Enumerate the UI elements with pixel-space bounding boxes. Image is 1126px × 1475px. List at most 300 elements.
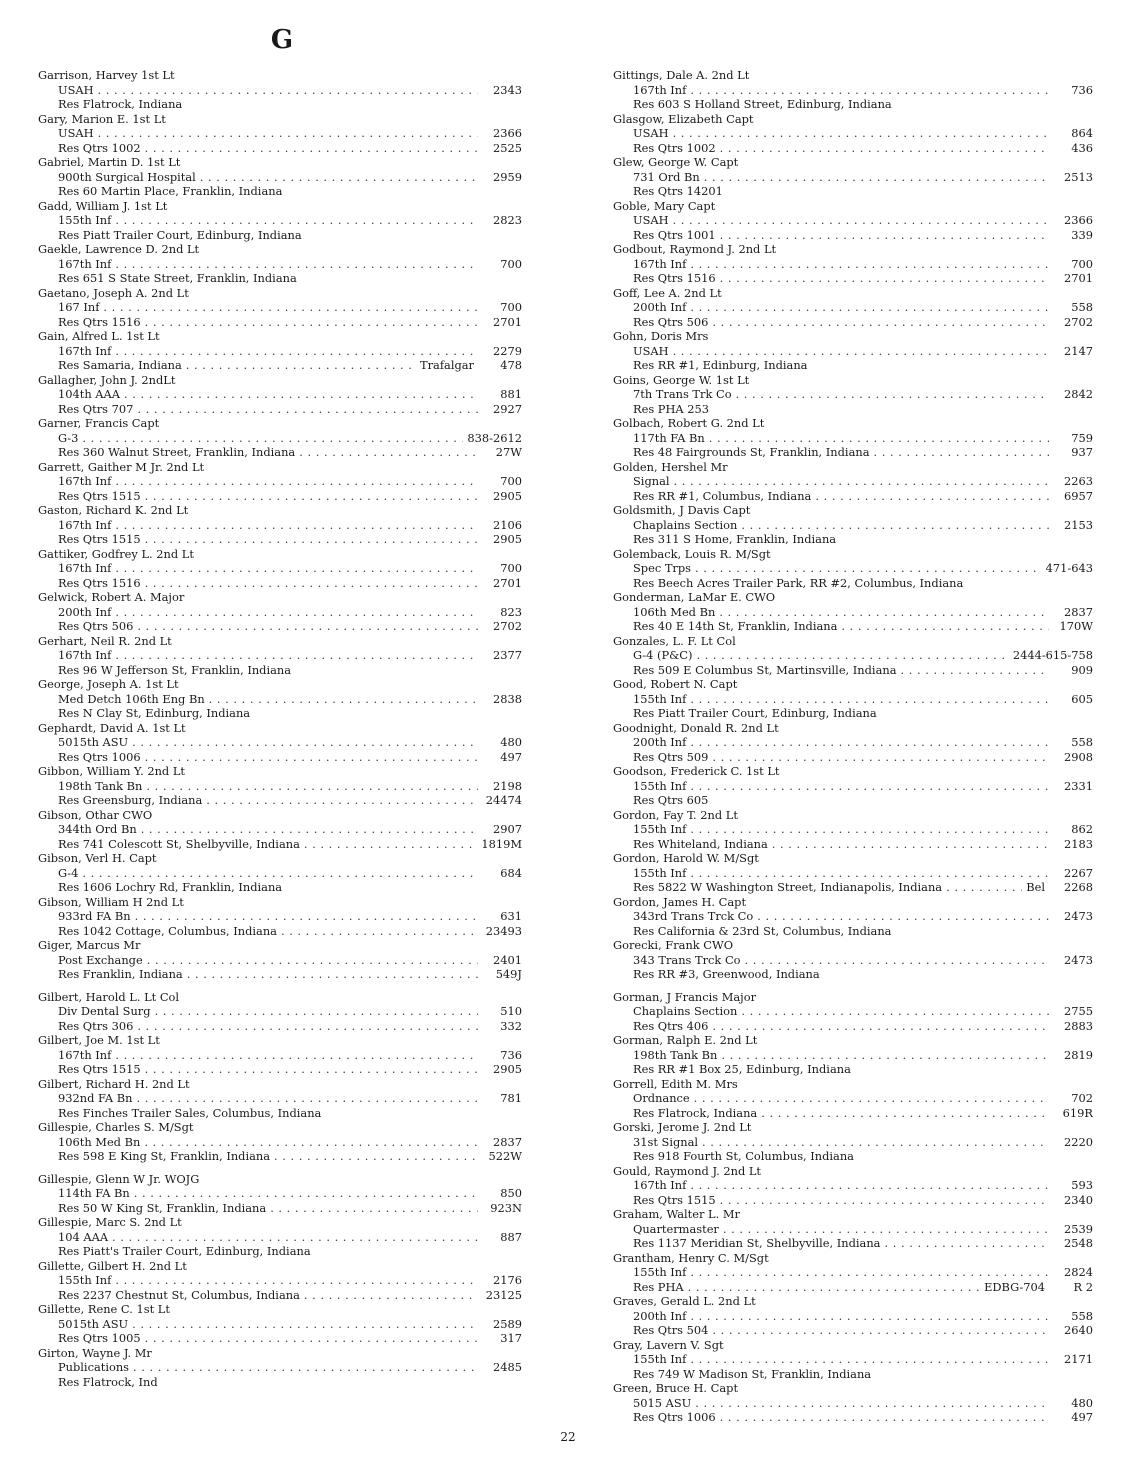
directory-entry [613,373,1093,417]
entry-unit-line [613,300,1093,315]
entry-residence-line [38,619,522,634]
entry-name: Goble, Mary Capt [613,198,716,213]
phone-number: 478 [500,358,522,372]
entry-name: Gilbert, Joe M. 1st Lt [38,1033,160,1047]
entry-name: Garrett, Gaither M Jr. 2nd Lt [38,459,205,474]
entry-name: Girton, Wayne J. Mr [38,1345,152,1360]
dot-leader [741,518,1049,533]
unit-label: 932nd FA Bn [58,1091,133,1105]
unit-label: 167th Inf [633,82,687,97]
exchange-label: EDBG-704 [984,1279,1045,1294]
entry-unit-line [38,692,522,707]
dot-leader [155,1004,478,1019]
entry-unit-line [613,779,1093,794]
dot-leader [137,619,478,634]
directory-entry [613,1207,1093,1251]
entry-name: Glew, George W. Capt [613,155,739,169]
dot-leader [745,953,1049,968]
phone-number: 2473 [1064,909,1093,923]
phone-number: 2183 [1064,836,1093,851]
entry-residence-line [38,184,522,199]
unit-label: Quartermaster [633,1221,719,1236]
entry-name: Gray, Lavern V. Sgt [613,1337,724,1352]
unit-label: 155th Inf [58,213,112,227]
dot-leader [757,909,1049,924]
entry-name: Gould, Raymond J. 2nd Lt [613,1163,761,1178]
dot-leader [704,170,1049,185]
entry-name: Golden, Hershel Mr [613,459,728,474]
unit-label: 104 AAA [58,1229,109,1244]
unit-label: 731 Ord Bn [633,169,700,184]
unit-label: 106th Med Bn [633,604,716,619]
entry-unit-line [38,387,522,402]
phone-number: 605 [1071,691,1093,706]
directory-entry [38,590,522,634]
entry-name: Gabriel, Martin D. 1st Lt [38,155,181,169]
residence-label: Res Qtrs 1516 [58,314,141,329]
entry-residence-line [38,141,522,156]
directory-entry [613,242,1093,286]
residence-label: Res 651 S State Street, Franklin, Indiana [58,271,297,285]
phone-number: 862 [1071,822,1093,836]
entry-residence-line [38,1019,522,1034]
residence-label: Res Flatrock, Indiana [58,97,183,111]
phone-number: 2905 [493,488,522,503]
dot-leader [712,750,1049,765]
dot-leader [690,779,1049,794]
unit-label: 7th Trans Trk Co [633,387,732,401]
entry-name: Gordon, Fay T. 2nd Lt [613,807,738,822]
entry-residence-line [38,1331,522,1346]
entry-residence-line [38,97,522,112]
entry-unit-line [613,909,1093,924]
residence-label: Res RR #1 Box 25, Edinburg, Indiana [633,1062,851,1076]
phone-number: 2147 [1064,343,1093,358]
residence-label: Res Qtrs 1001 [633,227,716,242]
dot-leader [141,822,478,837]
phone-number: 24474 [485,793,522,807]
directory-entry [38,112,522,156]
phone-number: 2279 [493,343,522,358]
entry-residence-line [38,750,522,765]
residence-label: Res Qtrs 406 [633,1018,709,1033]
entry-unit-line [38,1135,522,1150]
unit-label: 104th AAA [58,387,120,401]
unit-label: 155th Inf [633,778,687,793]
dot-leader [688,1280,980,1295]
entry-unit-line [38,126,522,141]
unit-label: Publications [58,1360,130,1374]
phone-number: 2539 [1064,1221,1093,1236]
directory-entry [613,155,1093,199]
residence-label: Res Finches Trailer Sales, Columbus, Indiana [58,1105,322,1120]
phone-number: 2701 [493,575,522,590]
unit-label: 167th Inf [58,561,112,575]
unit-label: 344th Ord Bn [58,822,137,836]
residence-label: Res Franklin, Indiana [58,967,183,981]
entry-unit-line [613,1222,1093,1237]
residence-label: Res 5822 W Washington Street, Indianapolis, Indiana [633,880,943,894]
directory-entry [38,677,522,721]
phone-number: 2701 [493,314,522,329]
entry-name: Gadd, William J. 1st Lt [38,198,168,213]
directory-entry [613,634,1093,678]
entry-residence-line [613,880,1093,895]
residence-label: Res Qtrs 1515 [58,488,141,503]
entry-unit-line [613,1004,1093,1019]
unit-label: Spec Trps [633,561,692,575]
entry-unit-line [613,735,1093,750]
entry-unit-line [613,1396,1093,1411]
dot-leader [124,387,478,402]
directory-entry [613,938,1093,982]
entry-name: Gattiker, Godfrey L. 2nd Lt [38,546,194,561]
entry-residence-line [38,880,522,895]
entry-name: Gary, Marion E. 1st Lt [38,111,166,126]
dot-leader [209,692,478,707]
residence-label: Res 918 Fourth St, Columbus, Indiana [633,1149,854,1163]
phone-number: 2377 [493,648,522,662]
directory-entry [613,808,1093,852]
entry-unit-line [613,1265,1093,1280]
dot-leader [690,1352,1049,1367]
residence-label: Res Qtrs 707 [58,401,134,416]
unit-label: 198th Tank Bn [633,1047,718,1062]
entry-name: Golemback, Louis R. M/Sgt [613,546,771,561]
entry-name: Gibson, William H 2nd Lt [38,894,184,909]
entry-unit-line [613,1091,1093,1106]
dot-leader [712,315,1049,330]
directory-entry [613,1381,1093,1425]
phone-number: 2340 [1064,1192,1093,1207]
unit-label: 114th FA Bn [58,1186,130,1200]
unit-label: 200th Inf [633,300,687,314]
residence-label: Res Qtrs 1516 [58,575,141,590]
exchange-label: Trafalgar [419,358,474,372]
unit-label: 200th Inf [633,735,687,749]
entry-unit-line [613,126,1093,141]
phone-number: 471-643 [1045,561,1093,575]
entry-name: Green, Bruce H. Capt [613,1381,739,1395]
entry-name: Goff, Lee A. 2nd Lt [613,285,722,300]
entry-unit-line [38,648,522,663]
dot-leader [719,605,1049,620]
unit-label: USAH [633,213,669,227]
residence-label: Res 50 W King St, Franklin, Indiana [58,1200,267,1215]
directory-entry [38,1077,522,1121]
entry-unit-line [38,735,522,750]
entry-name: Golbach, Robert G. 2nd Lt [613,416,765,430]
phone-number: 2883 [1064,1018,1093,1033]
residence-label: Res RR #1, Edinburg, Indiana [633,358,808,372]
residence-label: Res Qtrs 504 [633,1323,709,1337]
entry-residence-line [613,489,1093,504]
dot-leader [873,445,1049,460]
entry-unit-line [613,431,1093,446]
entry-residence-line [613,445,1093,460]
residence-label: Res Qtrs 506 [633,314,709,329]
directory-entry [613,764,1093,808]
phone-number: 2343 [493,82,522,97]
unit-label: 900th Surgical Hospital [58,169,196,184]
directory-entry [38,1120,522,1164]
dot-leader [690,83,1049,98]
directory-entry [38,634,522,678]
entry-residence-line [38,924,522,939]
entry-unit-line [38,909,522,924]
unit-label: 167th Inf [633,1178,687,1192]
phone-number: 522W [488,1149,522,1163]
phone-number: 2927 [493,401,522,416]
phone-number: 2263 [1064,474,1093,488]
directory-entry [613,721,1093,765]
entry-unit-line [613,518,1093,533]
phone-number: 2819 [1064,1047,1093,1062]
phone-number: 736 [1071,82,1093,97]
dot-leader [741,1004,1049,1019]
entry-unit-line [38,344,522,359]
phone-number: 2640 [1064,1323,1093,1337]
dot-leader [712,1323,1049,1338]
dot-leader [694,1091,1049,1106]
phone-number: 700 [500,561,522,575]
phone-number: 2268 [1064,880,1093,894]
entry-name: Goins, George W. 1st Lt [613,372,750,387]
entry-name: Gaetano, Joseph A. 2nd Lt [38,285,189,300]
dot-leader [901,663,1050,678]
phone-number: 2702 [1064,314,1093,329]
entry-residence-line [613,837,1093,852]
unit-label: G-4 [58,865,79,880]
residence-label: Res Qtrs 1515 [633,1192,716,1207]
entry-name: Gibbon, William Y. 2nd Lt [38,764,185,778]
entry-name: Gordon, Harold W. M/Sgt [613,851,759,865]
residence-label: Res 603 S Holland Street, Edinburg, Indiana [633,97,892,111]
directory-entry [613,68,1093,112]
unit-label: 167th Inf [58,474,112,488]
entry-unit-line [38,561,522,576]
dot-leader [673,126,1049,141]
entry-residence-line [613,1062,1093,1077]
unit-label: 155th Inf [633,691,687,706]
dot-leader [690,866,1049,881]
dot-leader [696,648,1008,663]
directory-entry [613,677,1093,721]
entry-name: Garner, Francis Capt [38,416,160,430]
entry-gap [613,982,1093,990]
unit-label: Div Dental Surg [58,1004,151,1018]
dot-leader [147,953,478,968]
entry-unit-line [38,1360,522,1375]
directory-entry [613,1338,1093,1382]
entry-residence-line [613,924,1093,939]
dot-leader [115,257,478,272]
entry-unit-line [613,866,1093,881]
phone-number: 736 [500,1047,522,1062]
residence-label: Res 1606 Lochry Rd, Franklin, Indiana [58,880,283,894]
entry-name: Gibson, Verl H. Capt [38,851,157,865]
phone-number: 27W [495,445,522,459]
dot-leader [281,924,478,939]
phone-number: 823 [500,604,522,619]
entry-name: Gorecki, Frank CWO [613,938,734,952]
unit-label: 343rd Trans Trck Co [633,909,754,923]
entry-unit-line [38,213,522,228]
dot-leader [134,1186,478,1201]
residence-label: Res 40 E 14th St, Franklin, Indiana [633,619,838,633]
entry-residence-line [38,1201,522,1216]
entry-unit-line [613,1048,1093,1063]
phone-number: 558 [1071,735,1093,749]
entry-name: Goldsmith, J Davis Capt [613,503,751,517]
phone-number: 2548 [1064,1236,1093,1250]
entry-name: Good, Robert N. Capt [613,677,738,691]
entry-unit-line [613,170,1093,185]
residence-label: Res Qtrs 1002 [633,140,716,155]
directory-entry [38,199,522,243]
phone-number: 2905 [493,532,522,546]
entry-residence-line [613,1323,1093,1338]
dot-leader [709,431,1049,446]
unit-label: 5015th ASU [58,1316,129,1331]
dot-leader [721,1048,1049,1063]
phone-number: 2959 [493,169,522,184]
phone-number: 700 [1071,256,1093,271]
directory-entry [38,1033,522,1077]
entry-residence-line [38,1244,522,1259]
residence-label: Res Qtrs 1006 [633,1410,716,1424]
residence-label: Res Flatrock, Ind [58,1374,158,1389]
phone-number: 684 [500,865,522,880]
entry-residence-line [38,402,522,417]
directory-entry [613,503,1093,547]
dot-leader [145,576,478,591]
phone-number: 497 [1071,1410,1093,1424]
directory-entry [613,286,1093,330]
unit-label: 155th Inf [633,1352,687,1366]
directory-entry [38,242,522,286]
dot-leader [115,648,478,663]
phone-number: 23125 [485,1287,522,1302]
entry-unit-line [38,605,522,620]
dot-leader [736,387,1049,402]
entry-residence-line [38,706,522,721]
entry-unit-line [38,300,522,315]
entry-unit-line [613,1352,1093,1367]
entry-residence-line [38,358,522,373]
entry-residence-line [613,315,1093,330]
dot-leader [136,1091,478,1106]
residence-label: Res Flatrock, Indiana [633,1105,758,1120]
residence-label: Res 60 Martin Place, Franklin, Indiana [58,184,283,198]
entry-residence-line [38,1288,522,1303]
residence-label: Res RR #3, Greenwood, Indiana [633,967,820,981]
entry-name: Gohn, Doris Mrs [613,329,709,343]
dot-leader [270,1201,478,1216]
directory-entry [38,764,522,808]
entry-residence-line [613,271,1093,286]
unit-label: USAH [58,126,94,140]
entry-residence-line [613,793,1093,808]
residence-label: Res Qtrs 1005 [58,1331,141,1345]
entry-residence-line [613,706,1093,721]
entry-name: Gillespie, Marc S. 2nd Lt [38,1215,182,1229]
unit-label: 117th FA Bn [633,430,705,445]
residence-label: Res Qtrs 506 [58,619,134,633]
unit-label: 167th Inf [58,517,112,532]
entry-unit-line [38,1230,522,1245]
entry-residence-line [38,532,522,547]
residence-label: Res Greensburg, Indiana [58,793,203,807]
directory-entry [613,1120,1093,1164]
entry-name: Grantham, Henry C. M/Sgt [613,1250,769,1265]
dot-leader [145,141,478,156]
residence-label: Res 1042 Cottage, Columbus, Indiana [58,923,277,938]
phone-number: 2153 [1064,517,1093,532]
entry-name: Gorman, J Francis Major [613,989,757,1004]
unit-label: 200th Inf [58,604,112,619]
entry-unit-line [613,83,1093,98]
entry-residence-line [613,402,1093,417]
dot-leader [145,1331,478,1346]
entry-residence-line [613,1149,1093,1164]
entry-name: Gibson, Othar CWO [38,807,153,822]
phone-number: 864 [1071,126,1093,140]
entry-residence-line [613,141,1093,156]
phone-number: 593 [1071,1178,1093,1192]
unit-label: Chaplains Section [633,1004,738,1018]
directory-entry [38,808,522,852]
dot-leader [115,213,478,228]
entry-name: Gittings, Dale A. 2nd Lt [613,68,750,82]
directory-entry [38,1172,522,1216]
phone-number: 2444-615-758 [1012,648,1093,662]
entry-residence-line [38,228,522,243]
dot-leader [702,1135,1049,1150]
entry-residence-line [38,793,522,808]
entry-name: Gelwick, Robert A. Major [38,590,185,604]
dot-leader [112,1230,478,1245]
phone-number: 759 [1071,430,1093,445]
phone-number: 2589 [493,1316,522,1331]
residence-label: Res Piatt Trailer Court, Edinburg, Indiana [58,227,302,242]
directory-entry [38,1215,522,1259]
dot-leader [673,213,1049,228]
entry-unit-line [613,213,1093,228]
dot-leader [98,83,478,98]
dot-leader [690,300,1049,315]
entry-name: Gillespie, Glenn W Jr. WOJG [38,1171,200,1186]
dot-leader [299,445,478,460]
phone-number: 2401 [493,952,522,967]
unit-label: 167th Inf [58,256,112,271]
dot-leader [690,257,1049,272]
phone-number: 619R [1062,1105,1093,1120]
dot-leader [145,489,478,504]
directory-entry [38,155,522,199]
dot-leader [200,170,478,185]
directory-entry [613,329,1093,373]
entry-unit-line [613,1135,1093,1150]
entry-unit-line [38,474,522,489]
unit-label: 167th Inf [633,256,687,271]
dot-leader [82,431,463,446]
entry-unit-line [38,1048,522,1063]
unit-label: 155th Inf [58,1273,112,1287]
unit-label: 5015 ASU [633,1395,692,1410]
directory-entry [38,416,522,460]
directory-entry [38,503,522,547]
